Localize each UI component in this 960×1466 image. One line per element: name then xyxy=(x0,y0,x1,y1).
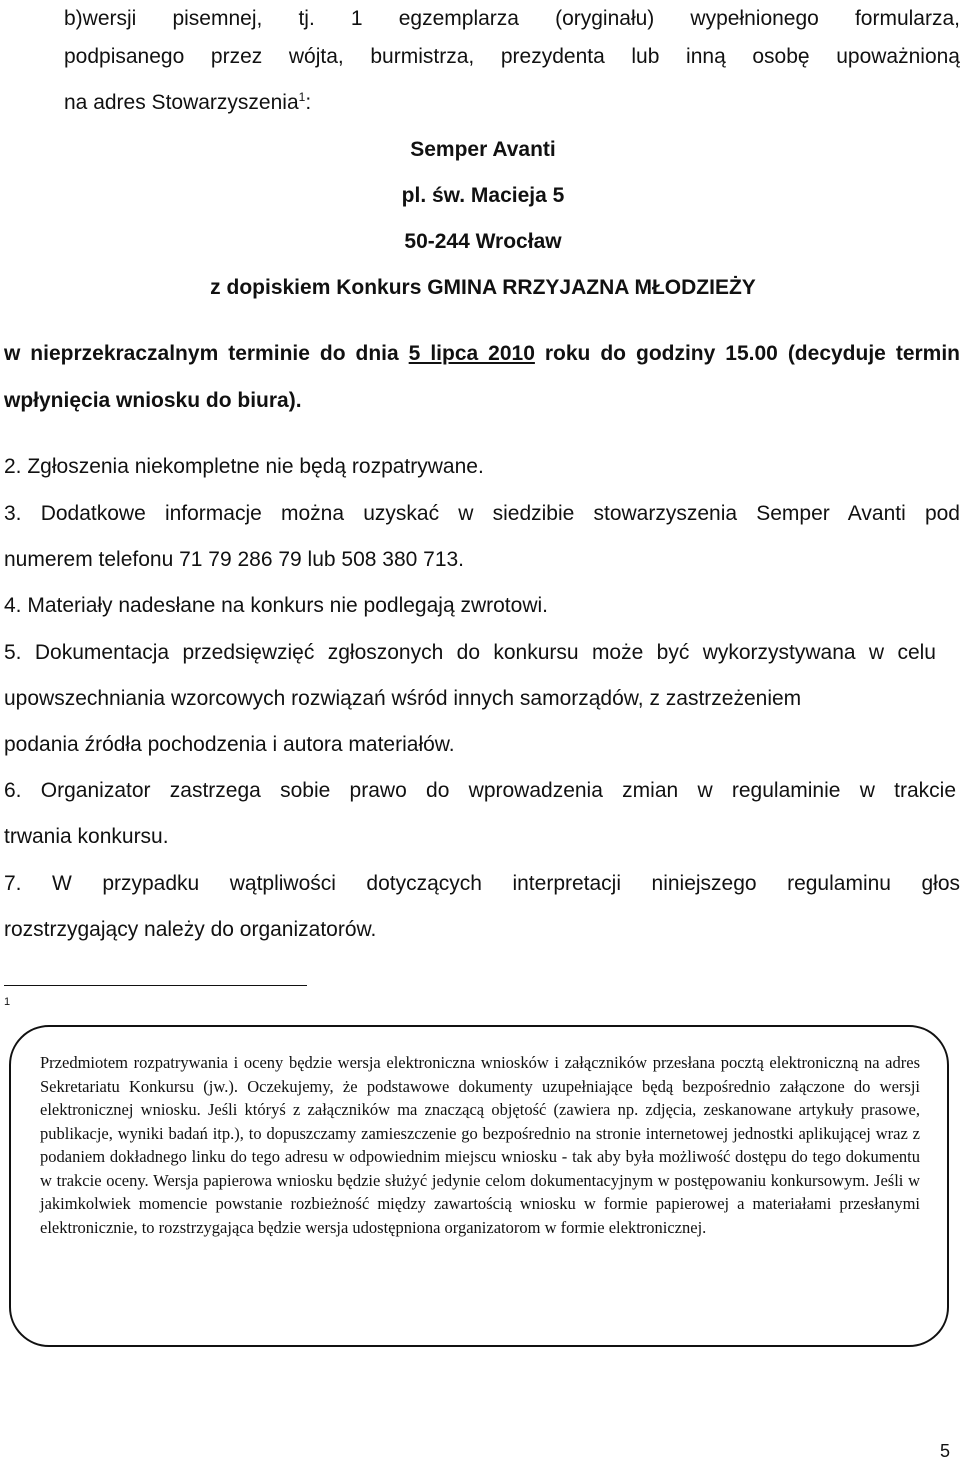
footnote-ref: 1 xyxy=(298,90,306,104)
item-5-line-1: 5. Dokumentacja przedsięwzięć zgłoszonych do konkursu może być wykorzystywana w celu xyxy=(4,641,936,664)
item-7-line-2: rozstrzygający należy do organizatorów. xyxy=(4,918,377,941)
item-3-line-2: numerem telefonu 71 79 286 79 lub 508 380 713. xyxy=(4,548,465,571)
intro-line-3-end: : xyxy=(305,91,312,114)
intro-line-2: podpisanego przez wójta, burmistrza, prezydenta lub inną osobę upoważnioną xyxy=(64,45,960,68)
item-3-line-1: 3. Dodatkowe informacje można uzyskać w siedzibie stowarzyszenia Semper Avanti pod xyxy=(4,502,960,525)
deadline-text-2: roku do godziny 15.00 (decyduje termin xyxy=(534,342,960,365)
item-7-line-1: 7. W przypadku wątpliwości dotyczących interpretacji niniejszego regulaminu głos xyxy=(4,872,960,895)
deadline-line-2: wpłynięcia wniosku do biura). xyxy=(4,389,302,412)
footnote-separator xyxy=(4,985,307,986)
deadline-date: 5 lipca 2010 xyxy=(408,342,535,365)
deadline-line-1 xyxy=(4,331,960,377)
address-city: 50-244 Wrocław xyxy=(404,230,562,253)
intro-line-3-text: na adres Stowarzyszenia xyxy=(64,91,299,114)
item-2: 2. Zgłoszenia niekompletne nie będą rozpatrywane. xyxy=(4,455,484,478)
item-4: 4. Materiały nadesłane na konkurs nie podlegają zwrotowi. xyxy=(4,594,548,617)
address-name: Semper Avanti xyxy=(410,138,556,161)
address-street: pl. św. Macieja 5 xyxy=(401,184,565,207)
item-6-line-2: trwania konkursu. xyxy=(4,825,169,848)
item-5-line-2: upowszechniania wzorcowych rozwiązań wśród innych samorządów, z zastrzeżeniem xyxy=(4,687,802,710)
item-5-line-3: podania źródła pochodzenia i autora materiałów. xyxy=(4,733,455,756)
footnote-text: Przedmiotem rozpatrywania i oceny będzie wersja elektroniczna wniosków i załączników przesłana pocztą elektroniczną na adres Sekretariatu Konkursu (jw.). Oczekujemy, że podstawowe dokumenty uzupełniające będą bezpośrednio załączone do wersji elektronicznej wniosku. Jeśli któryś z załączników ma znaczącą objętość (zawiera np. zdjęcia, zeskanowane artykuły prasowe, publikacje, wyniki badań itp.), to dopuszczamy zamieszczenie go bezpośrednio na stronie internetowej jednostki aplikującej wraz z podaniem dokładnego linku do tego adresu w odpowiednim miejscu wniosku - tak aby była możliwość dostępu do tego dokumentu w trakcie oceny. Wersja papierowa wniosku będzie służyć jedynie celom dokumentacyjnym w postępowaniu konkursowym. Jeśli w jakimkolwiek momencie powstanie rozbieżność między zawartością wniosku w formie papierowej a materiałami przesłanymi elektronicznie, to rozstrzygająca będzie wersja udostępniona organizatorom w formie elektronicznej. xyxy=(40,1053,920,1237)
address-note: z dopiskiem Konkurs GMINA RRZYJAZNA MŁODZIEŻY xyxy=(210,276,756,299)
page-number: 5 xyxy=(939,1441,950,1461)
intro-line-1: b)wersji pisemnej, tj. 1 egzemplarza (oryginału) wypełnionego formularza, xyxy=(64,7,960,30)
intro-line-3 xyxy=(64,80,311,126)
item-6-line-1: 6. Organizator zastrzega sobie prawo do wprowadzenia zmian w regulaminie w trakcie xyxy=(4,779,956,802)
deadline-text-1: w nieprzekraczalnym terminie do dnia xyxy=(4,342,409,365)
footnote-number: 1 xyxy=(4,996,11,1008)
